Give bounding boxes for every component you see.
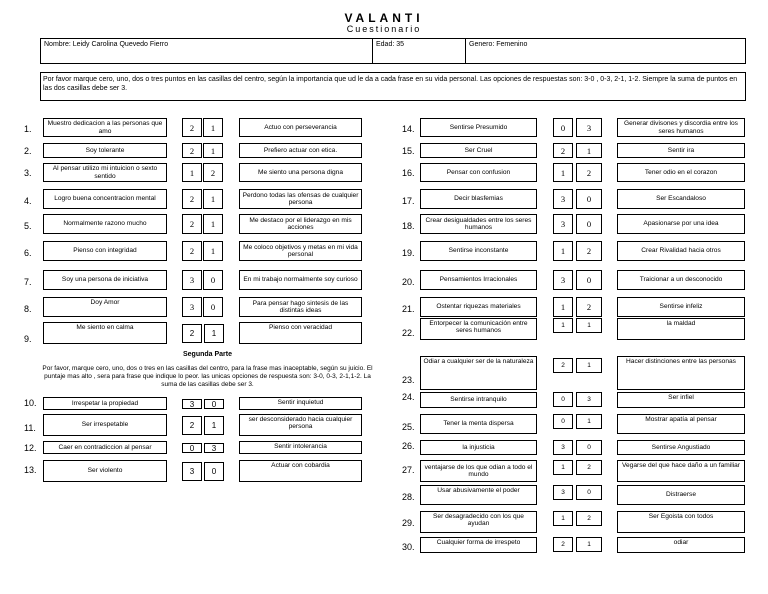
score-box-left[interactable]: 1 (553, 511, 573, 526)
item-number: 10. (24, 398, 37, 408)
part2-instructions: Por favor, marque cero, uno, dos o tres en las casillas del centro, para la frase mas inaceptable, según su juicio. El puntaje mas alto , sera para frase que indique lo peor. las unicas opciones de respuesta son: 3-0, 0-3, 2-1,1-2. La suma de las casillas debe ser 3. (42, 365, 373, 388)
score-box-left[interactable]: 3 (553, 270, 573, 290)
score-box-left[interactable]: 3 (182, 462, 202, 481)
item-number: 2. (24, 146, 32, 156)
left-statement: Pienso con integridad (43, 241, 167, 261)
left-statement: Cualquier forma de irrespeto (420, 537, 537, 553)
item-number: 21. (402, 304, 415, 314)
right-statement: Traicionar a un desconocido (617, 270, 745, 290)
right-statement: Sentir ira (617, 143, 745, 158)
left-statement: Entorpecer la comunicación entre seres humanos (420, 318, 537, 340)
item-number: 4. (24, 196, 32, 206)
score-box-right[interactable]: 0 (576, 485, 602, 500)
item-number: 13. (24, 465, 37, 475)
score-box-right[interactable]: 3 (576, 392, 602, 407)
right-statement: Me coloco objetivos y metas en mi vida personal (239, 241, 362, 261)
page-subtitle: Cuestionario (346, 24, 422, 34)
right-statement: Apasionarse por una idea (617, 214, 745, 234)
score-box-right[interactable]: 3 (204, 443, 224, 453)
left-statement: Normalmente razono mucho (43, 214, 167, 234)
item-number: 14. (402, 124, 415, 134)
score-box-right[interactable]: 2 (576, 241, 602, 261)
score-box-right[interactable]: 2 (576, 163, 602, 182)
right-statement: Actuar con cobardia (239, 460, 362, 482)
page-title: VALANTI (344, 11, 424, 25)
score-box-left[interactable]: 3 (553, 214, 573, 234)
item-number: 17. (402, 196, 415, 206)
score-box-left[interactable]: 0 (182, 443, 202, 453)
score-box-left[interactable]: 0 (553, 118, 573, 137)
item-number: 9. (24, 334, 32, 344)
score-box-right[interactable]: 2 (576, 297, 602, 317)
score-box-left[interactable]: 2 (182, 214, 202, 234)
score-box-right[interactable]: 1 (576, 414, 602, 429)
score-box-left[interactable]: 1 (553, 297, 573, 317)
score-box-left[interactable]: 2 (182, 118, 202, 137)
score-box-left[interactable]: 0 (553, 392, 573, 407)
left-statement: Caer en contradiccion al pensar (43, 441, 167, 454)
instructions: Por favor marque cero, uno, dos o tres puntos en las casillas del centro, según la importancia que ud le da a cada frase en su vida personal. Las opciones de respuestas son: 3-0 , 0-3, 2-1, 1-2. Siempre la suma de puntos en las dos casillas debe ser 3. (40, 72, 746, 101)
right-statement: Crear Rivalidad hacia otros (617, 241, 745, 261)
right-statement: Me destaco por el liderazgo en mis acciones (239, 214, 362, 234)
score-box-right[interactable]: 2 (576, 460, 602, 475)
right-statement: Prefiero actuar con etica. (239, 143, 362, 158)
right-statement: odiar (617, 537, 745, 553)
left-statement: Ser violento (43, 460, 167, 482)
left-statement: Ser irrespetable (43, 414, 167, 436)
left-statement: Odiar a cualquier ser de la naturaleza (420, 356, 537, 390)
left-statement: Ostentar riquezas materiales (420, 297, 537, 317)
score-box-right[interactable]: 1 (203, 241, 223, 261)
score-box-left[interactable]: 3 (182, 297, 202, 317)
score-box-left[interactable]: 2 (553, 358, 573, 373)
left-statement: Pensar con confusion (420, 163, 537, 182)
score-box-right[interactable]: 1 (576, 358, 602, 373)
item-number: 19. (402, 248, 415, 258)
score-box-left[interactable]: 1 (553, 318, 573, 333)
item-number: 27. (402, 465, 415, 475)
name-field[interactable]: Nombre: Leidy Carolina Quevedo Fierro (40, 38, 373, 64)
right-statement: Perdono todas las ofensas de cualquier persona (239, 189, 362, 209)
right-statement: Actuo con perseverancia (239, 118, 362, 137)
score-box-right[interactable]: 2 (203, 163, 223, 182)
item-number: 20. (402, 277, 415, 287)
item-number: 25. (402, 422, 415, 432)
age-field[interactable]: Edad: 35 (372, 38, 466, 64)
score-box-left[interactable]: 2 (182, 143, 202, 158)
item-number: 3. (24, 168, 32, 178)
score-box-right[interactable]: 1 (204, 324, 224, 343)
item-number: 16. (402, 168, 415, 178)
left-statement: Pensamientos Irracionales (420, 270, 537, 290)
score-box-right[interactable]: 1 (203, 189, 223, 209)
left-statement: Ser desagradecido con los que ayudan (420, 511, 537, 533)
score-box-right[interactable]: 1 (203, 118, 223, 137)
item-number: 12. (24, 443, 37, 453)
right-statement: Sentir intolerancia (239, 441, 362, 454)
score-box-left[interactable]: 1 (553, 460, 573, 475)
score-box-left[interactable]: 2 (182, 324, 202, 343)
score-box-right[interactable]: 2 (576, 511, 602, 526)
score-box-left[interactable]: 1 (553, 163, 573, 182)
right-statement: Hacer distinciones entre las personas (617, 356, 745, 390)
item-number: 26. (402, 441, 415, 451)
right-statement: Sentirse infeliz (617, 297, 745, 317)
right-statement: En mi trabajo normalmente soy curioso (239, 270, 362, 290)
right-statement: Tener odio en el corazon (617, 163, 745, 182)
left-statement: Usar abusivamente el poder (420, 485, 537, 505)
score-box-left[interactable]: 1 (553, 241, 573, 261)
right-statement: Sentirse Angustiado (617, 440, 745, 455)
left-statement: Crear desigualdades entre los seres humanos (420, 214, 537, 234)
score-box-right[interactable]: 1 (576, 537, 602, 552)
right-statement: Para pensar hago sintesis de las distintas ideas (239, 297, 362, 317)
item-number: 28. (402, 492, 415, 502)
left-statement: Sentirse inconstante (420, 241, 537, 261)
left-statement: Muestro dedicacion a las personas que amo (43, 118, 167, 137)
score-box-left[interactable]: 3 (553, 189, 573, 209)
item-number: 8. (24, 304, 32, 314)
left-statement: Decir blasfemias (420, 189, 537, 209)
score-box-right[interactable]: 0 (203, 297, 223, 317)
right-statement: Distraerse (617, 485, 745, 505)
part2-title: Segunda Parte (182, 351, 232, 358)
score-box-left[interactable]: 0 (553, 414, 573, 429)
right-statement: Vegarse del que hace daño a un familiar (617, 460, 745, 482)
score-box-left[interactable]: 2 (553, 143, 573, 158)
score-box-left[interactable]: 2 (182, 189, 202, 209)
left-statement: Tener la menta dispersa (420, 414, 537, 434)
item-number: 23. (402, 375, 415, 385)
score-box-right[interactable]: 0 (576, 270, 602, 290)
score-box-left[interactable]: 2 (182, 416, 202, 435)
score-box-left[interactable]: 3 (553, 440, 573, 455)
score-box-right[interactable]: 1 (576, 143, 602, 158)
left-statement: Al pensar utilizo mi intuicion o sexto sentido (43, 163, 167, 182)
score-box-right[interactable]: 1 (204, 416, 224, 435)
item-number: 5. (24, 221, 32, 231)
score-box-right[interactable]: 3 (576, 118, 602, 137)
left-statement: Sentirse intranquilo (420, 392, 537, 408)
score-box-right[interactable]: 1 (203, 214, 223, 234)
item-number: 29. (402, 518, 415, 528)
right-statement: Pienso con veracidad (239, 322, 362, 344)
left-statement: Ser Cruel (420, 143, 537, 158)
score-box-right[interactable]: 0 (204, 399, 224, 409)
score-box-right[interactable]: 0 (204, 462, 224, 481)
score-box-right[interactable]: 0 (203, 270, 223, 290)
right-statement: Ser Egoista con todos (617, 511, 745, 533)
left-statement: Me siento en calma (43, 322, 167, 344)
score-box-left[interactable]: 2 (553, 537, 573, 552)
score-box-right[interactable]: 1 (576, 318, 602, 333)
score-box-left[interactable]: 3 (182, 399, 202, 409)
score-box-left[interactable]: 1 (182, 163, 202, 182)
score-box-right[interactable]: 0 (576, 189, 602, 209)
item-number: 18. (402, 221, 415, 231)
gender-field[interactable]: Genero: Femenino (465, 38, 746, 64)
right-statement: Me siento una persona digna (239, 163, 362, 182)
left-statement: Doy Amor (43, 297, 167, 317)
item-number: 15. (402, 146, 415, 156)
item-number: 30. (402, 542, 415, 552)
right-statement: Ser infiel (617, 392, 745, 408)
item-number: 7. (24, 277, 32, 287)
right-statement: Sentir inquietud (239, 397, 362, 410)
score-box-right[interactable]: 0 (576, 214, 602, 234)
item-number: 24. (402, 392, 415, 402)
right-statement: Mostrar apatía al pensar (617, 414, 745, 434)
score-box-left[interactable]: 3 (553, 485, 573, 500)
score-box-left[interactable]: 3 (182, 270, 202, 290)
score-box-left[interactable]: 2 (182, 241, 202, 261)
right-statement: Generar divisones y discordia entre los seres humanos (617, 118, 745, 137)
item-number: 22. (402, 328, 415, 338)
score-box-right[interactable]: 1 (203, 143, 223, 158)
item-number: 6. (24, 248, 32, 258)
left-statement: Sentirse Presumido (420, 118, 537, 137)
left-statement: ventajarse de los que odian a todo el mundo (420, 460, 537, 482)
left-statement: la injusticia (420, 440, 537, 455)
left-statement: Soy una persona de iniciativa (43, 270, 167, 290)
right-statement: ser desconsiderado hacia cualquier persona (239, 414, 362, 436)
right-statement: la maldad (617, 318, 745, 340)
item-number: 1. (24, 124, 32, 134)
score-box-right[interactable]: 0 (576, 440, 602, 455)
left-statement: Soy tolerante (43, 143, 167, 158)
item-number: 11. (24, 423, 36, 433)
left-statement: Irrespetar la propiedad (43, 397, 167, 410)
right-statement: Ser Escandaloso (617, 189, 745, 209)
left-statement: Logro buena concentracion mental (43, 189, 167, 209)
